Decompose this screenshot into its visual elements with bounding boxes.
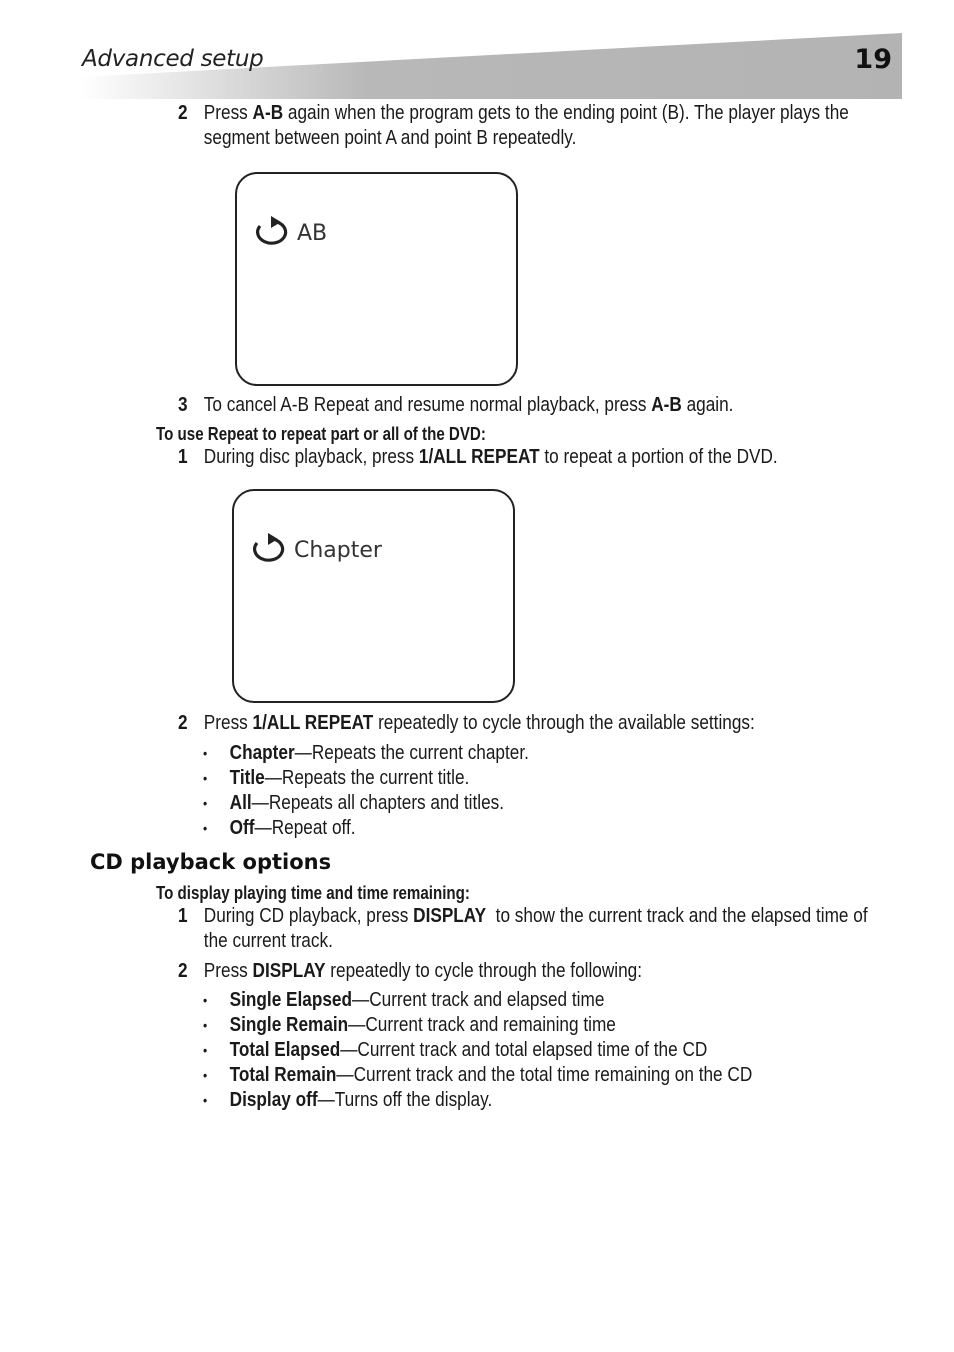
option-desc: —Current track and elapsed time	[352, 989, 605, 1011]
key-label: DISPLAY	[413, 905, 487, 927]
option-term: All	[229, 792, 252, 814]
step-number: 2	[178, 712, 188, 734]
key-label: 1/ALL REPEAT	[418, 446, 540, 468]
osd-screen-ab	[235, 172, 518, 386]
step-text-line2: segment between point A and point B repeatedly.	[203, 127, 577, 149]
key-label: 1/ALL REPEAT	[252, 712, 374, 734]
key-label: DISPLAY	[252, 960, 326, 982]
bullet: •	[203, 992, 208, 1008]
step-text-suffix: repeatedly to cycle through the available settings:	[373, 712, 755, 734]
page-number: 19	[854, 44, 892, 75]
option-desc: —Repeats all chapters and titles.	[251, 792, 505, 814]
option-term: Display off	[229, 1089, 318, 1111]
bullet: •	[203, 1042, 208, 1058]
step-text-suffix: repeatedly to cycle through the following:	[325, 960, 642, 982]
option-term: Off	[229, 817, 255, 839]
subhead-display: To display playing time and time remaining:	[156, 883, 470, 903]
step-text	[204, 445, 858, 470]
step-text-rest: to show the current track and the elapsed time of	[486, 905, 868, 927]
step-text	[204, 959, 858, 984]
bullet: •	[203, 770, 208, 786]
repeat-icon	[248, 533, 290, 567]
heading-cd-playback: CD playback options	[90, 850, 332, 874]
step-text	[204, 711, 858, 736]
step-text-prefix: Press	[203, 712, 253, 734]
bullet: •	[203, 795, 208, 811]
step-text-suffix: to repeat a portion of the DVD.	[539, 446, 778, 468]
osd-row	[248, 533, 382, 567]
option-term: Single Remain	[229, 1014, 349, 1036]
osd-label: Chapter	[294, 537, 382, 563]
option-term: Total Remain	[229, 1064, 337, 1086]
osd-row	[251, 216, 327, 250]
repeat-icon	[251, 216, 293, 250]
step-text-prefix: During CD playback, press	[203, 905, 414, 927]
option-term: Title	[229, 767, 265, 789]
bullet: •	[203, 745, 208, 761]
step-text	[204, 393, 858, 418]
key-label: A-B	[651, 394, 682, 416]
step-text	[204, 101, 883, 151]
step-text-prefix: Press	[203, 960, 253, 982]
bullet: •	[203, 820, 208, 836]
option-desc: —Current track and remaining time	[348, 1014, 616, 1036]
step-text-prefix: During disc playback, press	[203, 446, 419, 468]
step-number: 3	[178, 394, 188, 416]
option-desc: —Turns off the display.	[317, 1089, 493, 1111]
bullet: •	[203, 1017, 208, 1033]
step-number: 2	[178, 102, 188, 124]
step-text-prefix: Press	[203, 102, 253, 124]
subhead-repeat: To use Repeat to repeat part or all of the DVD:	[156, 424, 486, 444]
option-term: Total Elapsed	[229, 1039, 341, 1061]
option-term: Single Elapsed	[229, 989, 353, 1011]
option-term: Chapter	[229, 742, 295, 764]
osd-screen-chapter	[232, 489, 515, 703]
option-desc: —Current track and the total time remaining on the CD	[336, 1064, 753, 1086]
option-desc: —Repeats the current chapter.	[294, 742, 529, 764]
option-desc: —Repeat off.	[254, 817, 356, 839]
section-title: Advanced setup	[82, 46, 264, 72]
step-number: 1	[178, 446, 188, 468]
step-number: 2	[178, 960, 188, 982]
step-text-prefix: To cancel A-B Repeat and resume normal playback, press	[203, 394, 652, 416]
option-desc: —Current track and total elapsed time of the CD	[340, 1039, 708, 1061]
step-number: 1	[178, 905, 188, 927]
bullet: •	[203, 1092, 208, 1108]
step-text	[204, 904, 883, 954]
bullet: •	[203, 1067, 208, 1083]
osd-label: AB	[297, 220, 328, 246]
step-text-rest: again when the program gets to the ending point (B). The player plays the	[283, 102, 849, 124]
step-text-line2: the current track.	[203, 930, 333, 952]
step-text-suffix: again.	[681, 394, 734, 416]
key-label: A-B	[252, 102, 284, 124]
option-desc: —Repeats the current title.	[264, 767, 470, 789]
